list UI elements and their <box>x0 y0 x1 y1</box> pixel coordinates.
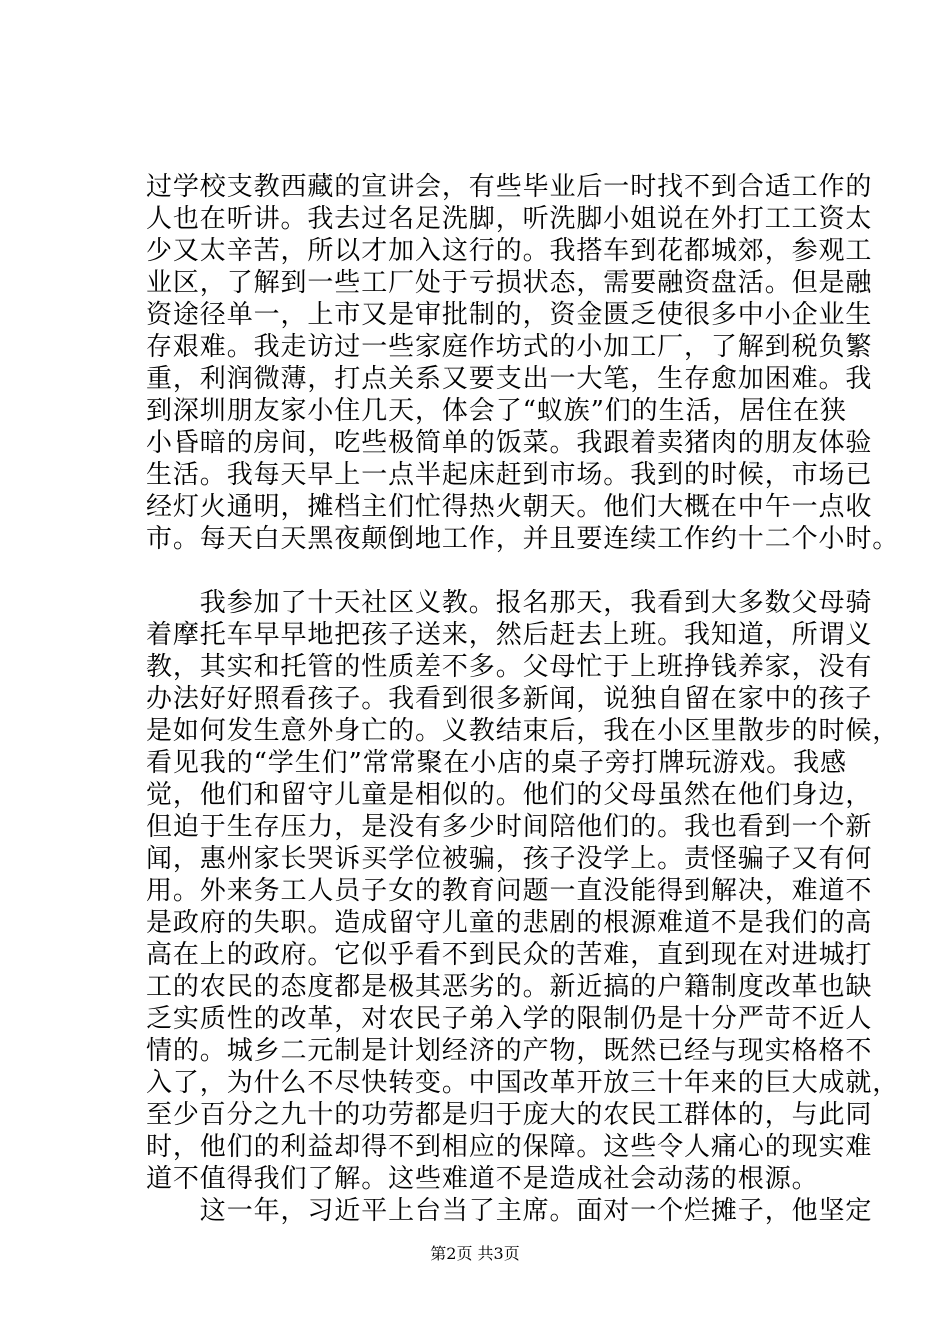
text-line: 是政府的失职。造成留守儿童的悲剧的根源难道不是我们的高 <box>146 908 873 938</box>
text-line: 闻，惠州家长哭诉买学位被骗，孩子没学上。责怪骗子又有何 <box>146 844 873 874</box>
text-line: 重，利润微薄，打点关系又要支出一大笔，生存愈加困难。我 <box>146 364 873 394</box>
text-line: 用。外来务工人员子女的教育问题一直没能得到解决，难道不 <box>146 876 873 906</box>
text-line: 时，他们的利益却得不到相应的保障。这些令人痛心的现实难 <box>146 1132 873 1162</box>
text-line: 乏实质性的改革，对农民子弟入学的限制仍是十分严苛不近人 <box>146 1004 873 1034</box>
text-line: 市。每天白天黑夜颠倒地工作，并且要连续工作约十二个小时。 <box>146 524 900 554</box>
text-line: 着摩托车早早地把孩子送来，然后赶去上班。我知道，所谓义 <box>146 620 873 650</box>
text-line: 存艰难。我走访过一些家庭作坊式的小加工厂，了解到税负繁 <box>146 332 873 362</box>
text-line: 生活。我每天早上一点半起床赶到市场。我到的时候，市场已 <box>146 460 873 490</box>
text-line: 资途径单一，上市又是审批制的，资金匮乏使很多中小企业生 <box>146 300 873 330</box>
text-line: 至少百分之九十的功劳都是归于庞大的农民工群体的，与此同 <box>146 1100 873 1130</box>
text-line: 办法好好照看孩子。我看到很多新闻，说独自留在家中的孩子 <box>146 684 873 714</box>
text-line: 小昏暗的房间，吃些极简单的饭菜。我跟着卖猪肉的朋友体验 <box>146 428 873 458</box>
text-line: 业区，了解到一些工厂处于亏损状态，需要融资盘活。但是融 <box>146 268 873 298</box>
text-line: 到深圳朋友家小住几天，体会了“蚁族”们的生活，居住在狭 <box>146 396 847 426</box>
text-line: 我参加了十天社区义教。报名那天，我看到大多数父母骑 <box>146 588 873 618</box>
text-line: 但迫于生存压力，是没有多少时间陪他们的。我也看到一个新 <box>146 812 873 842</box>
text-line: 教，其实和托管的性质差不多。父母忙于上班挣钱养家，没有 <box>146 652 873 682</box>
text-line: 情的。城乡二元制是计划经济的产物，既然已经与现实格格不 <box>146 1036 873 1066</box>
text-line: 这一年，习近平上台当了主席。面对一个烂摊子，他坚定 <box>146 1196 873 1226</box>
text-line: 是如何发生意外身亡的。义教结束后，我在小区里散步的时候， <box>146 716 900 746</box>
text-line: 经灯火通明，摊档主们忙得热火朝天。他们大概在中午一点收 <box>146 492 873 522</box>
text-line: 工的农民的态度都是极其恶劣的。新近搞的户籍制度改革也缺 <box>146 972 873 1002</box>
text-line: 道不值得我们了解。这些难道不是造成社会动荡的根源。 <box>146 1164 819 1194</box>
text-line: 少又太辛苦，所以才加入这行的。我搭车到花都城郊，参观工 <box>146 236 873 266</box>
text-line: 高在上的政府。它似乎看不到民众的苦难，直到现在对进城打 <box>146 940 873 970</box>
page-footer: 第2页 共3页 <box>430 1244 520 1263</box>
text-line: 看见我的“学生们”常常聚在小店的桌子旁打牌玩游戏。我感 <box>146 748 847 778</box>
text-line: 过学校支教西藏的宣讲会，有些毕业后一时找不到合适工作的 <box>146 172 873 202</box>
text-line: 人也在听讲。我去过名足洗脚，听洗脚小姐说在外打工工资太 <box>146 204 873 234</box>
text-line: 觉，他们和留守儿童是相似的。他们的父母虽然在他们身边， <box>146 780 873 810</box>
text-line: 入了，为什么不尽快转变。中国改革开放三十年来的巨大成就， <box>146 1068 900 1098</box>
